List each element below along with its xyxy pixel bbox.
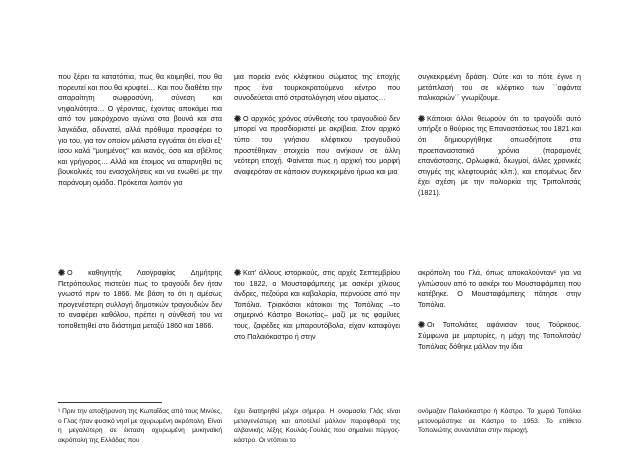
- paragraph: που ξέρει τα κατατόπια, πως θα κοιμηθεί, που θα πορευτεί και που θα κρυφτεί… Και που διαθέτει την απαραίτητη σωφροσύνη, σύνεση και νηφαλιότητα… Ο γέροντας, έχοντας αποκάμει πια από τον μακρόχρονο αγώνα στα βουνά και στα λαγκάδια, αδυνατεί, αλλά πρόθυμα προσφέρει το γιο του, για τον οποίον μάλιστα εγγυάται ότι είναι εξ' ίσου καλά "μυημένος" και ικανός, όσο και σβέλτος και γρήγορος… Αλλά και έτοιμος να απαρνηθεί τις βουκολικές του ενασχολήσεις και να ενωθεί με την παράνομη ομάδα. Πρόκειται λοιπόν για: [58, 72, 222, 187]
- paragraph: μια πορεία ενός κλέφτικου σώματος της εποχής προς ένα τουρκοκρατούμενο κέντρο που συνοδεύεται από στρατολόγηση νέου αίματος…: [234, 72, 400, 103]
- paragraph-with-bullet: [418, 114, 581, 199]
- footnote-col1: [58, 407, 222, 445]
- footnote-separator: [58, 402, 162, 403]
- paragraph: ακρόπολη του Γλά, όπως αποκαλούνταν¹ για να γλιτώσουν από το ασκέρι του Μουσταφάμπεη που κατέβηκε. Ο Μουσταφάμπεης πάτησε στην Τοπόλια.: [418, 268, 581, 309]
- paragraph-text: Οι Τοπολιάτες αφάνισαν τους Τούρκους. Σύμφωνα με μαρτυρίες, η μάχη της Τοπολιτσάς/Τοπόλιας δόθηκε μάλλον την ίδια: [418, 320, 581, 351]
- paragraph-with-bullet: [418, 320, 581, 352]
- paragraph-text: Κατ' άλλους ιστορικούς, στις αρχές Σεπτεμβρίου του 1822, ο Μουσταφάμπεης με ασκέρι χίλιους άνδρες, πεζούρα και καβαλαρία, περνούσε από την Τοπόλια. Τριακόσιοι κάτοικοι της Τοπόλιας –το σημερινό Κάστρο Βοιωτίας– μαζί με τις φαμίλιες τους, ζαιρέδες και μπαρουτόβολα, είχαν καταφύγει στο Παλαιόκαστρο ή στην: [234, 268, 400, 341]
- paragraph-text: Ο καθηγητής Λαογραφίας Δημήτρης Πετρόπουλος πιστεύει πως το τραγούδι δεν ήταν γνωστό πριν το 1866. Με βάση το ότι η αμέσως προγενέστερη συλλογή δημοτικών τραγουδιών δεν το αναφέρει καθόλου, πρέπει η σύνθεσή του να τοποθετηθεί στο διάστημα μεταξύ 1860 και 1866.: [58, 268, 222, 330]
- gear-bullet-icon: [234, 115, 241, 122]
- gear-bullet-icon: [418, 321, 425, 328]
- footnote-col3: [418, 407, 581, 436]
- gear-bullet-icon: [418, 115, 425, 122]
- bottom-col1-text: [58, 268, 222, 332]
- paragraph-with-bullet: [234, 268, 400, 342]
- footnote-text: ¹ Πριν την αποξήρανση της Κωπαΐδας από τους Μινύες, ο Γλας ήταν φυσικό νησί με οχυρωμένη ακρόπολη. Είναι η μεγαλύτερη σε έκταση οχυρωμένη μυκηναϊκή ακρόπολη της Ελλάδας που: [58, 408, 222, 444]
- gear-bullet-icon: [58, 269, 65, 276]
- top-col2-text: [234, 72, 400, 177]
- gear-bullet-icon: [234, 269, 241, 276]
- paragraph: συγκεκριμένη δράση. Ούτε και το πότε έγινε η μετάπλασή του σε κλέφτικο των ``αφάντα παλικαριών´´ γνωρίζουμε.: [418, 72, 581, 103]
- top-col1-text: [58, 72, 222, 189]
- paragraph-with-bullet: [58, 268, 222, 332]
- footnote-text: ονόμαζαν Παλαιόκαστρο ή Κάστρο. Το χωριό Τοπόλια μετονομάστηκε σε Κάστρο το 1953. Το επίθετο Τοπολιώτης συναντάται στην περιοχή.: [418, 408, 581, 435]
- top-col3-text: [418, 72, 581, 199]
- bottom-col2-text: [234, 268, 400, 342]
- bottom-col3-text: [418, 268, 581, 352]
- paragraph-text: Ο αρχικός χρόνος σύνθεσής του τραγουδιού δεν μπορεί να προσδιοριστεί με ακρίβεια. Στον αρχικό τύπο του γνήσιου κλέφτικου τραγουδιού προστέθηκαν στοιχεία που ανήκουν σε άλλη νεότερη εποχή. Φαίνεται πως η αρχική του μορφή αναφερόταν σε κάποιον συγκεκριμένο ήρωα και μια: [234, 113, 400, 176]
- paragraph-text: Κάποιοι άλλοι θεωρούν ότι το τραγούδι αυτό υπήρξε ο θούριος της Επαναστάσεως του 1821 και ότι δημιουργήθηκε οπωσδήποτε στα προεπαναστατικά χρόνια (παραμονές επανάστασης, Ορλωφικά, διωγμοί, άλλες χρονικές στιγμές της κλεφτουριάς κλπ.), και επομένως δεν έχει σχέση με την πολιορκία της Τριπολιτσάς (1821).: [418, 113, 581, 197]
- footnote-text: έχει διατηρηθεί μέχρι σήμερα. Η ονομασία Γλάς είναι μεταγενέστερη και αποτελεί μάλλον παραφθορά της αλβανικής λέξης Κουλάς-Γουλάς που σημαίνει πύργος-κάστρο. Οι ντόπιοι το: [234, 408, 400, 444]
- paragraph-with-bullet: [234, 114, 400, 178]
- footnote-col2: [234, 407, 400, 445]
